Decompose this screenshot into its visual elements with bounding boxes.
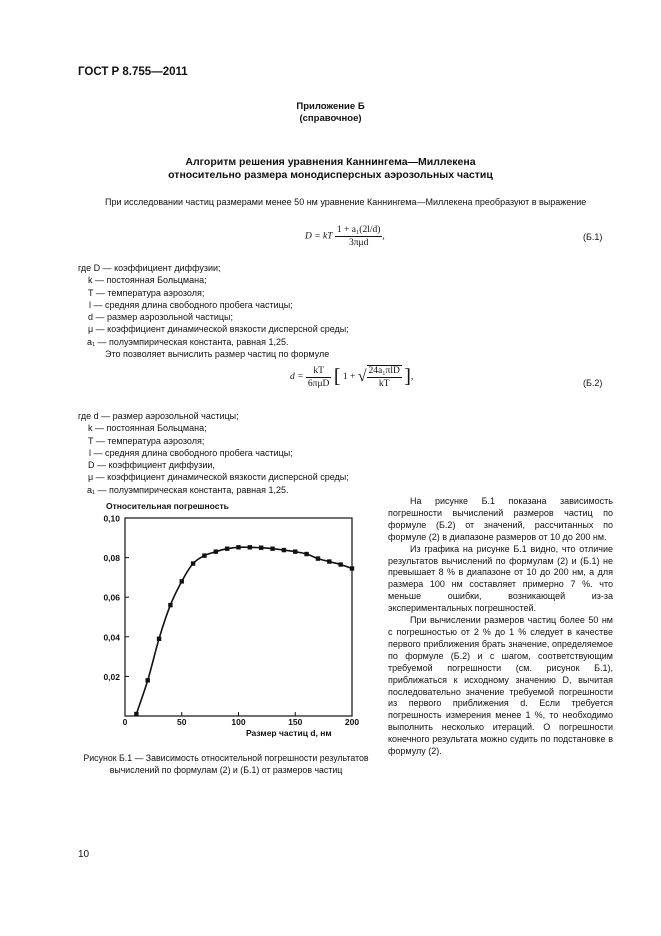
chart-xlabel: Размер частиц d, нм <box>246 728 332 738</box>
x-tick-label: 150 <box>288 717 303 727</box>
formula-b2-fraction-2 <box>367 365 402 389</box>
page-number: 10 <box>78 849 90 860</box>
formula-b1 <box>305 225 385 248</box>
data-point <box>282 548 286 552</box>
sqrt-icon: √ <box>357 368 367 385</box>
formula-b1-tail: , <box>382 231 385 242</box>
section-title-line2: относительно размера монодисперсных аэрозольных частиц <box>168 169 493 181</box>
formula-b1-lhs: D = kT <box>305 231 333 242</box>
formula-b2-one-plus: 1 + <box>342 372 356 383</box>
definition-item: T — температура аэрозоля; <box>88 287 205 298</box>
data-point <box>134 712 138 716</box>
data-point <box>236 545 240 549</box>
formula-b2-num2: 24a₁πlD <box>368 366 400 376</box>
chart-series-line <box>136 547 352 714</box>
definitions-list-1 <box>78 262 349 360</box>
definition-item: k — постоянная Больцмана; <box>88 275 207 286</box>
definition-item: μ — коэффициент динамической вязкости дисперсной среды; <box>88 472 349 483</box>
right-paragraph-2: Из графика на рисунке Б.1 видно, что отличие результатов вычислений по формулам (2) и (Б.1) не превышает 8 % в диапазоне от 10 до 200 нм, а для размера 100 нм составляет примерно 7 %. что меньше ошибки, возникающей из-за экспериментальных погрешностей. <box>388 543 613 614</box>
right-paragraph-1: На рисунке Б.1 показана зависимость погрешности вычислений размеров частиц по формуле (Б.2) от значений, рассчитанных по формуле (2) в диапазоне размеров от 10 до 200 нм. <box>388 496 613 542</box>
data-point <box>214 549 218 553</box>
data-point <box>259 546 263 550</box>
data-point <box>202 553 206 557</box>
definition-item: a₁ — полуэмпирическая константа, равная 1,25. <box>87 484 289 495</box>
data-point <box>248 545 252 549</box>
formula-b2-num1: kT <box>306 366 332 378</box>
definition-item: T — температура аэрозоля; <box>88 435 205 446</box>
data-point <box>270 546 274 550</box>
x-tick-label: 50 <box>177 717 187 727</box>
definition-item: где d — размер аэрозольной частицы; <box>78 411 239 421</box>
right-column-text <box>388 496 613 758</box>
data-point <box>316 556 320 560</box>
annex-label: Приложение Б <box>296 101 365 112</box>
formula-b1-numerator: 1 + a₁(2l/d) <box>336 225 381 235</box>
definition-item: a₁ — полуэмпирическая константа, равная 1,25. <box>87 336 289 347</box>
formula-b2-number: (Б.2) <box>583 378 603 388</box>
section-title-line1: Алгоритм решения уравнения Каннингема—Миллекена <box>185 156 476 168</box>
definition-item: d — размер аэрозольной частицы; <box>88 312 233 323</box>
y-tick-label: 0,08 <box>103 553 120 564</box>
formula-b2-lhs: d = <box>290 372 304 383</box>
definition-item: k — постоянная Больцмана; <box>88 423 207 434</box>
data-point <box>191 561 195 565</box>
definition-item: где D — коэффициент диффузии; <box>78 263 221 273</box>
definition-item: D — коэффициент диффузии, <box>88 460 215 471</box>
y-tick-label: 0,06 <box>103 592 120 603</box>
data-point <box>304 552 308 556</box>
y-tick-label: 0,04 <box>103 632 120 643</box>
formula-b2-tail: , <box>410 372 414 383</box>
bracket-open-icon: [ <box>333 365 341 388</box>
formula-b2 <box>290 365 413 389</box>
formula-b2-den1: 6πμD <box>307 378 330 389</box>
figure-caption: Рисунок Б.1 — Зависимость относительной погрешности результатов вычислений по формулам (2) и (Б.1) от размеров частиц <box>83 753 369 775</box>
definition-item: l — средняя длина свободного пробега частицы; <box>89 447 293 458</box>
y-tick-label: 0,10 <box>103 513 120 524</box>
x-tick-label: 200 <box>344 717 360 727</box>
formula-b2-fraction-1 <box>306 366 332 389</box>
definitions-list-2 <box>78 410 349 496</box>
x-tick-label: 100 <box>231 717 246 727</box>
formula-b1-number: (Б.1) <box>583 232 603 242</box>
right-paragraph-3: При вычислении размеров частиц более 50 нм с погрешностью от 2 % до 1 % следует в качестве первого приближения брать значение, определяемое по формуле (Б.2) и с шагом, соответствующим требуемой погрешности (см. рисунок Б.1), приближаться к исходному значению D, вычитая последовательно значение требуемой погрешности из первого приближения d. Если требуется погрешность измерения менее 1 %, то необходимо выполнить несколько итераций. О погрешности конечного результата можно судить по подстановке в формулу (2). <box>388 615 613 757</box>
error-chart <box>78 498 378 740</box>
data-point <box>350 566 354 570</box>
data-point <box>180 579 184 583</box>
formula-intro: Это позволяет вычислить размер частиц по формуле <box>105 349 330 360</box>
data-point <box>146 678 150 682</box>
data-point <box>168 603 172 607</box>
x-tick-label: 0 <box>122 717 128 727</box>
data-point <box>327 559 331 563</box>
intro-paragraph: При исследовании частиц размерами менее 50 нм уравнение Каннингема—Миллекена преобразуют в выражение <box>105 197 587 207</box>
bracket-close-icon: ] <box>404 365 411 388</box>
data-point <box>225 546 229 550</box>
chart-x-ticks <box>123 712 360 727</box>
formula-b2-den2: kT <box>378 379 390 389</box>
chart-ylabel: Относительная погрешность <box>106 501 229 511</box>
y-tick-label: 0,02 <box>103 671 120 682</box>
annex-type: (справочное) <box>299 113 362 124</box>
data-point <box>157 637 161 641</box>
formula-b1-denominator: 3πμd <box>348 238 369 248</box>
formula-b1-fraction <box>335 225 383 248</box>
chart-data-points <box>134 545 354 716</box>
definition-item: μ — коэффициент динамической вязкости дисперсной среды; <box>88 324 349 335</box>
data-point <box>338 562 342 566</box>
definition-item: l — средняя длина свободного пробега частицы; <box>89 299 293 310</box>
document-header: ГОСТ Р 8.755—2011 <box>78 66 188 78</box>
data-point <box>293 549 297 553</box>
